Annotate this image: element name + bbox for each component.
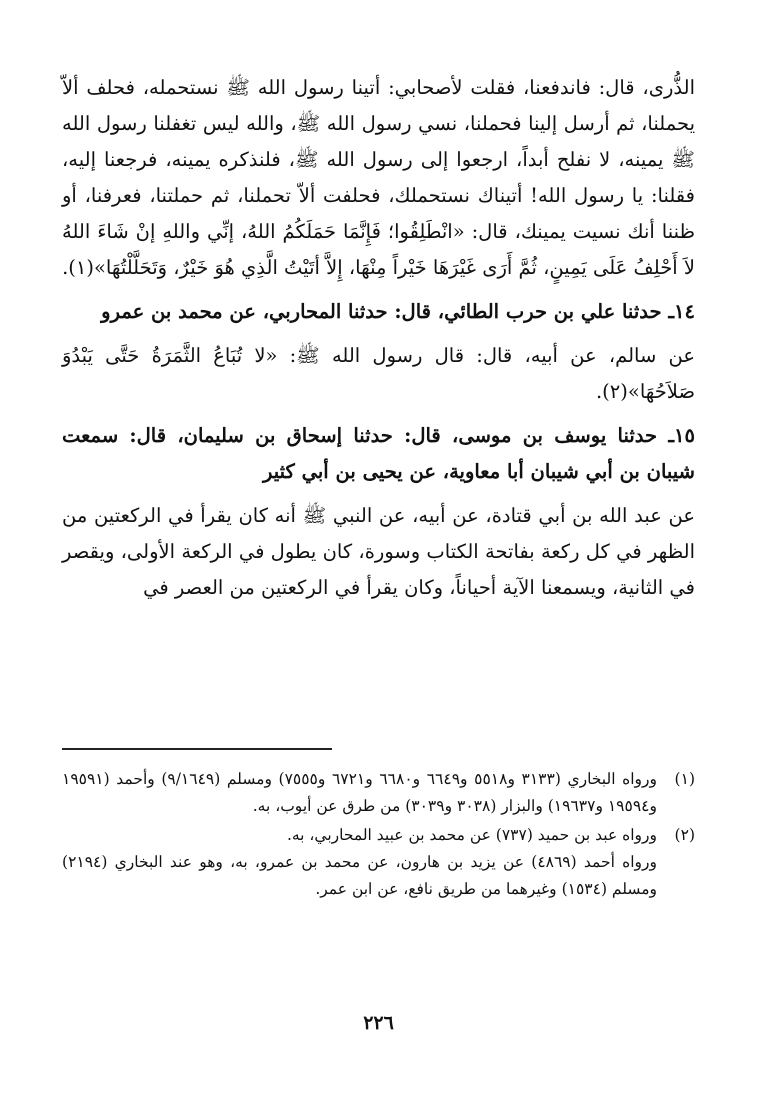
main-text (62, 70, 695, 614)
footnote-2-number: (٢) (674, 826, 695, 844)
footnote-separator (62, 748, 332, 750)
footnote-separator-wrap (62, 748, 695, 750)
paragraph-matn-14: عن سالم، عن أبيه، قال: قال رسول الله ﷺ: «لا تُبَاعُ الثَّمَرَةُ حَتَّى يَبْدُوَ صَلاَحُهَا»(٢). (62, 344, 695, 403)
footnote-1 (62, 766, 695, 820)
footnote-1-number: (١) (674, 770, 695, 788)
footnote-1-line-1: ورواه البخاري (٣١٣٣ و٥٥١٨ و٦٦٤٩ و٦٦٨٠ و٦٧٢١ و٧٥٥٥) ومسلم (٩/١٦٤٩) وأحمد (١٩٥٩١ و١٩٥٩٤ و١٩٦٣٧) والبزار (٣٠٣٨ و٣٠٣٩) من طرق عن أيوب، به. (62, 770, 657, 815)
footnote-2-line-2: ورواه أحمد (٤٨٦٩) عن يزيد بن هارون، عن محمد بن عمرو، به، وهو عند البخاري (٢١٩٤) ومسلم (١٥٣٤) وغيرهما من طريق نافع، عن ابن عمر. (62, 853, 657, 898)
paragraph-hadith-13-end: الذُّرى، قال: فاندفعنا، فقلت لأصحابي: أتينا رسول الله ﷺ نستحمله، فحلف ألاّ يحملنا، ثم أرسل إلينا فحملنا، نسي رسول الله ﷺ، والله ليس تغفلنا رسول الله ﷺ يمينه، لا نفلح أبداً، ارجعوا إلى رسول الله ﷺ، فلنذكره يمينه، فرجعنا إليه، فقلنا: يا رسول الله! أتيناك نستحملك، فحلفت ألاّ تحملنا، ثم حملتنا، فعرفنا، أو ظننا أنك نسيت يمينك، قال: «انْطَلِقُوا؛ فَإِنَّمَا حَمَلَكُمُ اللهُ، إنِّي واللهِ إنْ شَاءَ اللهُ لاَ أَحْلِفُ عَلَى يَمِينٍ، ثُمَّ أَرَى غَيْرَهَا خَيْراً مِنْهَا، إِلاَّ أتَيْتُ الَّذِي هُوَ خَيْرٌ، وَتَحَلَّلْتُهَا»(١). (62, 76, 695, 279)
footnote-2-line-1: ورواه عبد بن حميد (٧٣٧) عن محمد بن عبيد المحاربي، به. (286, 826, 657, 844)
footnote-1-body (62, 766, 657, 820)
page-number: ٢٢٦ (363, 1012, 394, 1034)
footnote-2-body (62, 822, 657, 903)
paragraph-matn-15: عن عبد الله بن أبي قتادة، عن أبيه، عن النبي ﷺ أنه كان يقرأ في الركعتين من الظهر في كل ركعة بفاتحة الكتاب وسورة، كان يطول في الركعة الأولى، ويقصر في الثانية، ويسمعنا الآية أحياناً، وكان يقرأ في الركعتين من العصر في (62, 504, 695, 599)
footnotes (62, 766, 695, 905)
paragraph-isnad-14: ١٤ـ حدثنا علي بن حرب الطائي، قال: حدثنا المحاربي، عن محمد بن عمرو (101, 300, 695, 323)
footnote-2 (62, 822, 695, 903)
paragraph-isnad-15: ١٥ـ حدثنا يوسف بن موسى، قال: حدثنا إسحاق بن سليمان، قال: سمعت شيبان بن أبي شيبان أبا معاوية، عن يحيى بن أبي كثير (62, 424, 695, 483)
